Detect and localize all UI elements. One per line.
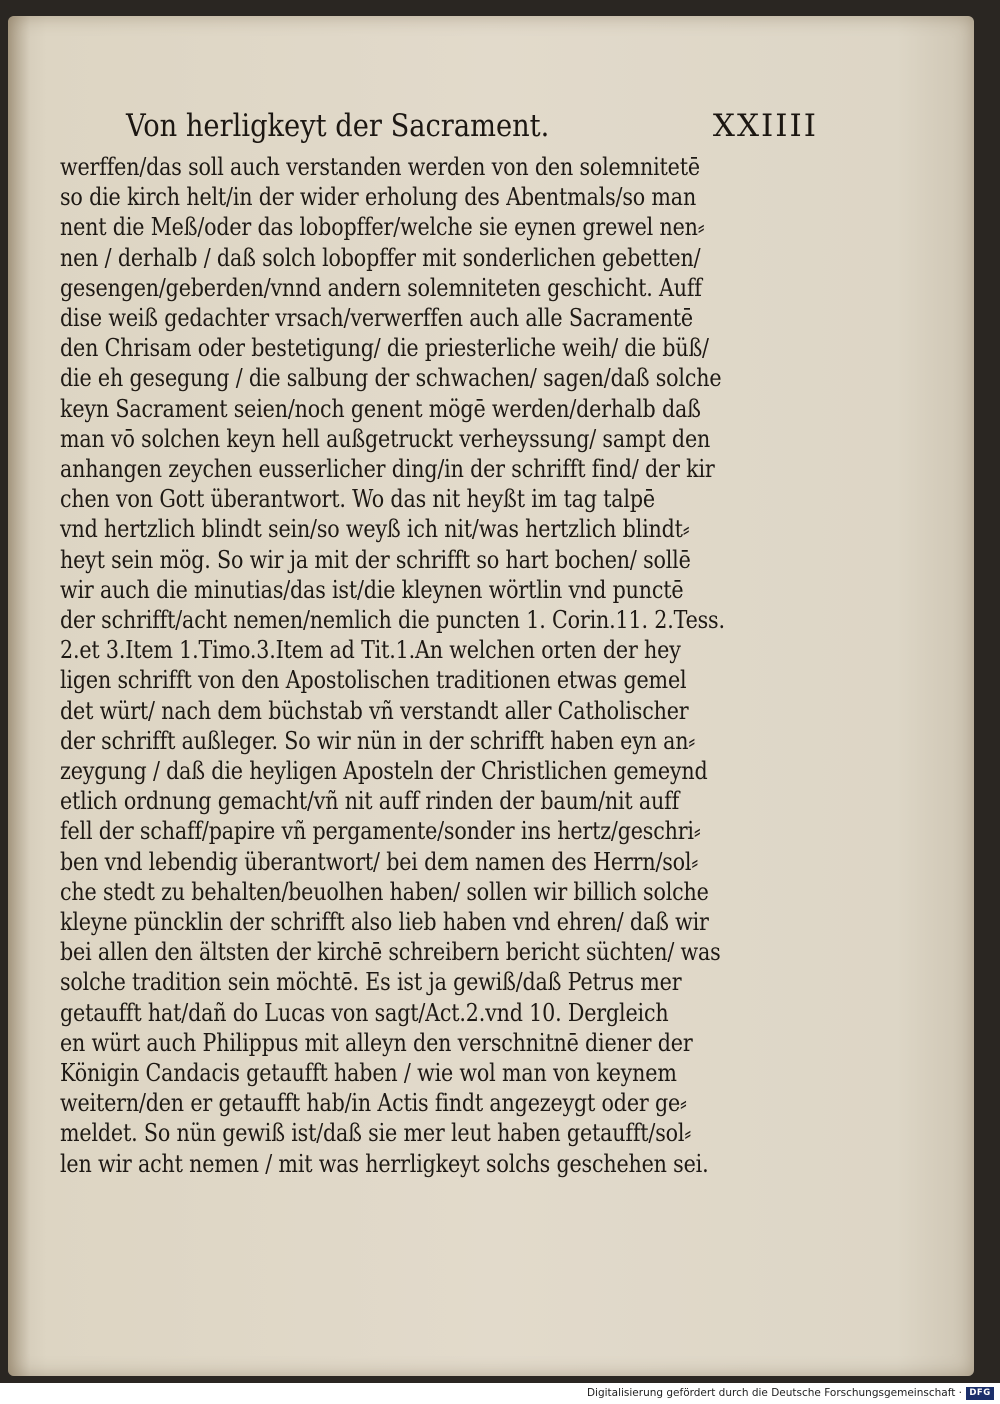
text-line: heyt sein mög. So wir ja mit der schrifft so hart bochen/ sollē [60, 545, 691, 574]
text-line: etlich ordnung gemacht/vñ nit auff rinden der baum/nit auff [60, 787, 680, 816]
running-head [118, 104, 818, 148]
text-line: len wir acht nemen / mit was herrligkeyt solchs geschehen sei. [60, 1149, 709, 1178]
text-line: man vō solchen keyn hell außgetruckt verheyssung/ sampt den [60, 424, 711, 453]
text-line: zeygung / daß die heyligen Aposteln der Christlichen gemeynd [60, 757, 708, 785]
text-line: kleyne püncklin der schrifft also lieb haben vnd ehren/ daß wir [60, 908, 709, 936]
text-line: chen von Gott überantwort. Wo das nit heyßt im tag talpē [60, 485, 655, 514]
text-line: werffen/das soll auch verstanden werden von den solemnitetē [60, 153, 700, 181]
text-line: nen / derhalb / daß solch lobopffer mit sonderlichen gebetten/ [60, 243, 701, 272]
text-line: der schrifft/acht nemen/nemlich die puncten 1. Corin.11. 2.Tess. [60, 606, 725, 634]
text-line: dise weiß gedachter vrsach/verwerffen auch alle Sacramentē [60, 304, 693, 332]
text-line: Königin Candacis getaufft haben / wie wol man von keynem [60, 1059, 677, 1087]
text-line: der schrifft außleger. So wir nün in der schrifft haben eyn an⸗ [60, 726, 696, 755]
text-line: ben vnd lebendig überantwort/ bei dem namen des Herrn/sol⸗ [60, 847, 699, 876]
book-page [8, 16, 974, 1376]
text-line: vnd hertzlich blindt sein/so weyß ich nit/was hertzlich blindt⸗ [60, 515, 690, 544]
text-line: den Chrisam oder bestetigung/ die priesterliche weih/ die büß/ [60, 334, 709, 363]
text-line: getaufft hat/dañ do Lucas von sagt/Act.2.vnd 10. Dergleich [60, 998, 669, 1027]
footer-bar [0, 1383, 1000, 1404]
text-line: det würt/ nach dem büchstab vñ verstandt aller Catholischer [60, 696, 689, 725]
running-title: Von herligkeyt der Sacrament. [126, 108, 550, 144]
text-line: die eh gesegung / die salbung der schwachen/ sagen/daß solche [60, 364, 722, 393]
text-line: anhangen zeychen eusserlicher ding/in der schrifft find/ der kir [60, 455, 715, 483]
text-line: bei allen den ältsten der kirchē schreibern bericht süchten/ was [60, 938, 721, 967]
text-line: solche tradition sein möchtē. Es ist ja gewiß/daß Petrus mer [60, 968, 682, 997]
text-line: gesengen/geberden/vnnd andern solemniteten geschicht. Auff [60, 273, 702, 302]
text-block [52, 150, 832, 1180]
text-line: en würt auch Philippus mit alleyn den verschnitnē diener der [60, 1028, 693, 1057]
text-line: so die kirch helt/in der wider erholung des Abentmals/so man [60, 183, 697, 212]
dfg-logo: DFG [966, 1387, 994, 1400]
text-line: weitern/den er getaufft hab/in Actis findt angezeygt oder ge⸗ [60, 1089, 687, 1118]
funding-credit: Digitalisierung gefördert durch die Deutsche Forschungsgemeinschaft · [586, 1387, 962, 1399]
text-line: 2.et 3.Item 1.Timo.3.Item ad Tit.1.An welchen orten der hey [60, 636, 681, 665]
text-line: fell der schaff/papire vñ pergamente/sonder ins hertz/geschri⸗ [60, 817, 701, 846]
folio-number: XXIIII [712, 108, 818, 144]
text-line: che stedt zu behalten/beuolhen haben/ sollen wir billich solche [60, 877, 709, 906]
text-line: nent die Meß/oder das lobopffer/welche sie eynen grewel nen⸗ [60, 213, 705, 242]
text-line: wir auch die minutias/das ist/die kleynen wörtlin vnd punctē [60, 575, 684, 604]
text-line: meldet. So nün gewiß ist/daß sie mer leut haben getaufft/sol⸗ [60, 1119, 692, 1148]
text-line: ligen schrifft von den Apostolischen traditionen etwas gemel [60, 666, 687, 695]
text-line: keyn Sacrament seien/noch genent mögē werden/derhalb daß [60, 394, 701, 423]
